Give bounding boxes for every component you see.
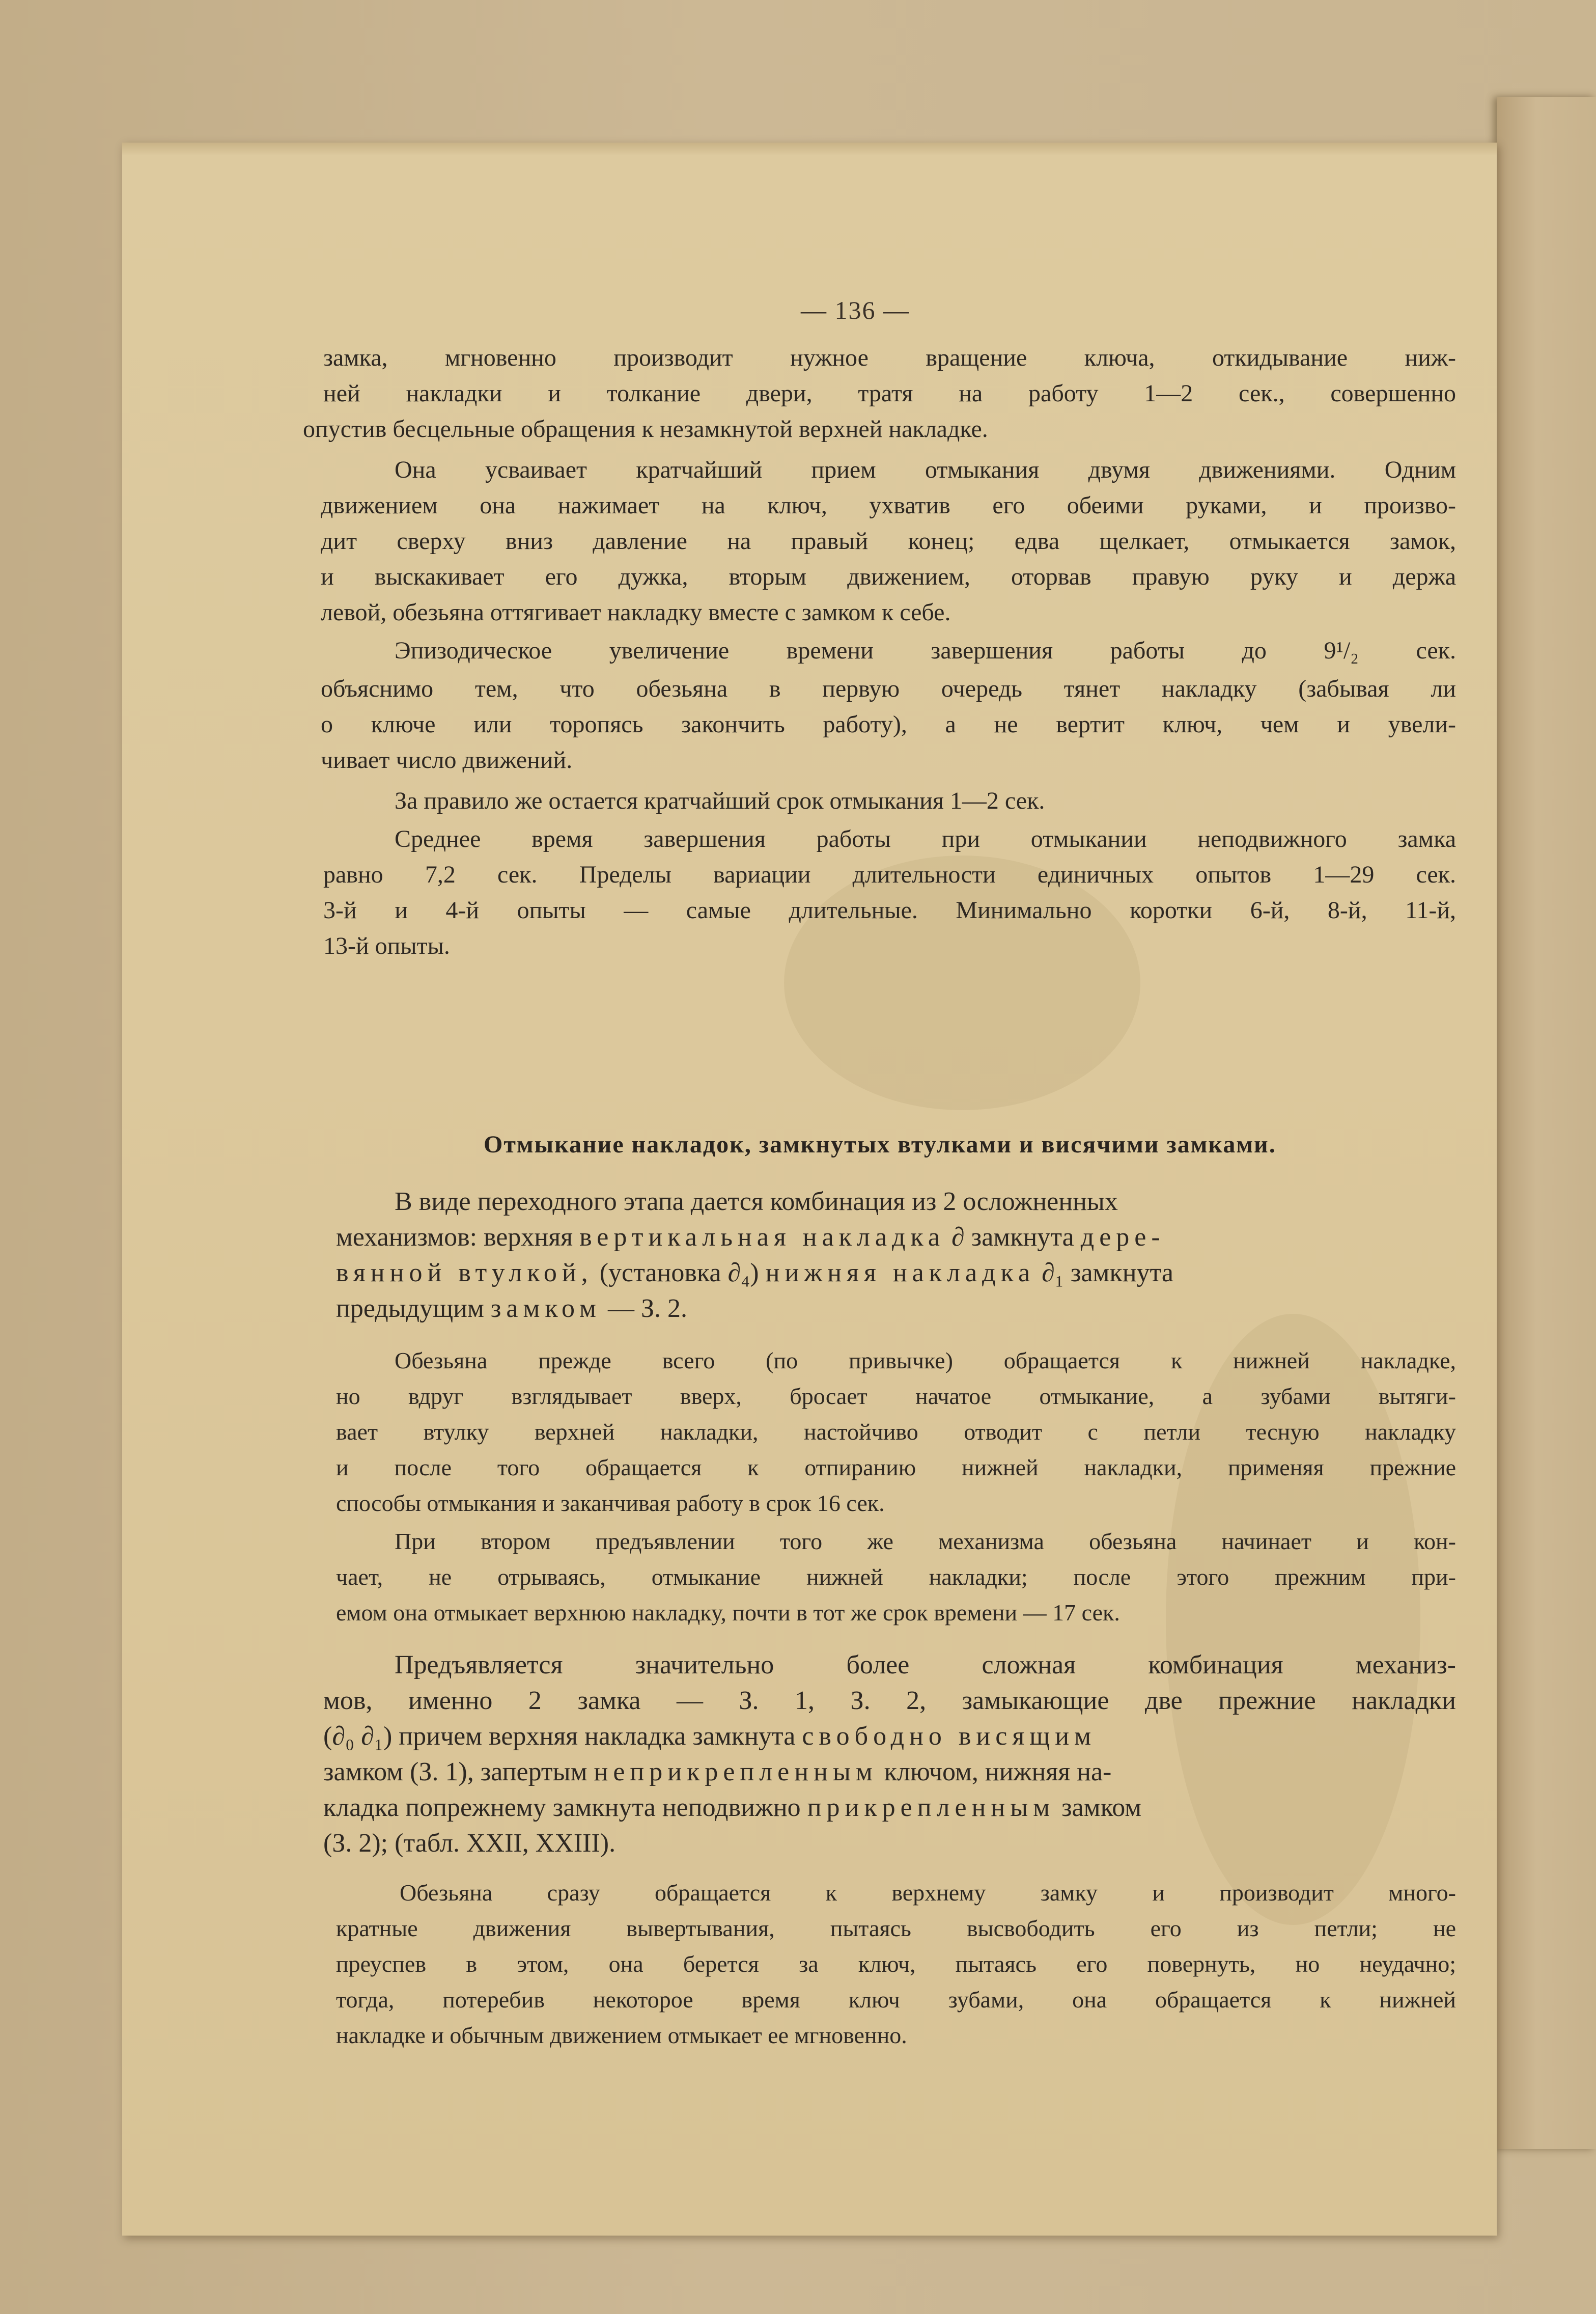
- section-heading: Отмыкание накладок, замкнутых втулками и висячими замками.: [484, 1131, 1276, 1158]
- text-line: и после того обращается к отпиранию нижней накладки, применяя прежние: [336, 1454, 1456, 1480]
- text-line: равно 7,2 сек. Пределы вариации длительности единичных опытов 1—29 сек.: [323, 861, 1456, 888]
- text-line: Предъявляется значительно более сложная комбинация механиз-: [395, 1650, 1456, 1679]
- text-span: (∂₀ ∂₁) причем верхняя накладка замкнута: [323, 1722, 802, 1751]
- emphasis-text: прикрепленным: [807, 1793, 1055, 1822]
- text-line: Обезьяна сразу обращается к верхнему замку и производит много-: [400, 1880, 1456, 1906]
- text-line: [323, 1721, 1096, 1751]
- emphasis-text: вертикальная накладка: [579, 1223, 945, 1252]
- text-line: За правило же остается кратчайший срок отмыкания 1—2 сек.: [395, 787, 1045, 814]
- text-line: 3-й и 4-й опыты — самые длительные. Минимально коротки 6-й, 8-й, 11-й,: [323, 897, 1456, 924]
- text-line: [323, 1793, 1141, 1823]
- emphasis-text: свободно висящим: [802, 1722, 1097, 1751]
- text-line: но вдруг взглядывает вверх, бросает начатое отмыкание, а зубами вытяги-: [336, 1383, 1456, 1409]
- text-line: опустив бесцельные обращения к незамкнутой верхней накладке.: [303, 416, 988, 443]
- text-span: ∂₁ замкнута: [1035, 1258, 1173, 1287]
- text-line: [323, 1757, 1111, 1787]
- text-span: замком (З. 1), запертым: [323, 1757, 594, 1786]
- text-span: замком: [1055, 1793, 1142, 1822]
- text-line: объяснимо тем, что обезьяна в первую очередь тянет накладку (забывая ли: [321, 675, 1456, 702]
- text-line: Она усваивает кратчайший прием отмыкания двумя движениями. Одним: [395, 456, 1456, 483]
- emphasis-text: вянной втулкой,: [336, 1258, 593, 1287]
- text-span: механизмов: верхняя: [336, 1223, 580, 1252]
- text-line: ней накладки и толкание двери, тратя на работу 1—2 сек., совершенно: [323, 380, 1456, 407]
- text-line: чивает число движений.: [321, 747, 573, 774]
- text-line: дит сверху вниз давление на правый конец; едва щелкает, отмыкается замок,: [321, 528, 1456, 555]
- text-line: [336, 1293, 687, 1324]
- text-line: накладке и обычным движением отмыкает ее мгновенно.: [336, 2022, 907, 2048]
- text-line: способы отмыкания и заканчивая работу в срок 16 сек.: [336, 1490, 885, 1516]
- text-line: тогда, потеребив некоторое время ключ зубами, она обращается к нижней: [336, 1987, 1456, 2013]
- text-line: [336, 1258, 1173, 1288]
- text-line: замка, мгновенно производит нужное вращение ключа, откидывание ниж-: [323, 344, 1456, 371]
- text-line: чает, не отрываясь, отмыкание нижней накладки; после этого прежним при-: [336, 1564, 1456, 1590]
- emphasis-text: дере-: [1080, 1223, 1165, 1252]
- adjacent-page-edge: [1497, 97, 1596, 2149]
- text-line: Эпизодическое увеличение времени завершения работы до 9¹/₂ сек.: [395, 637, 1456, 664]
- text-line: (З. 2); (табл. XXII, XXIII).: [323, 1829, 616, 1858]
- text-span: кладка попрежнему замкнута неподвижно: [323, 1793, 807, 1822]
- text-line: левой, обезьяна оттягивает накладку вместе с замком к себе.: [321, 599, 951, 626]
- text-line: кратные движения вывертывания, пытаясь высвободить его из петли; не: [336, 1915, 1456, 1941]
- text-line: Обезьяна прежде всего (по привычке) обращается к нижней накладке,: [395, 1347, 1456, 1373]
- text-line: движением она нажимает на ключ, ухватив его обеими руками, и произво-: [321, 492, 1456, 519]
- paper-stain: [784, 856, 1140, 1110]
- emphasis-text: замком: [490, 1294, 601, 1323]
- text-line: и выскакивает его дужка, вторым движением, оторвав правую руку и держа: [321, 563, 1456, 590]
- text-line: Среднее время завершения работы при отмыкании неподвижного замка: [395, 825, 1456, 852]
- emphasis-text: нижняя накладка: [765, 1258, 1035, 1287]
- text-line: о ключе или торопясь закончить работу), а не вертит ключ, чем и увели-: [321, 711, 1456, 738]
- text-line: [336, 1222, 1165, 1252]
- text-line: преуспев в этом, она берется за ключ, пытаясь его повернуть, но неудачно;: [336, 1951, 1456, 1977]
- document-page: [122, 143, 1497, 2236]
- text-line: 13-й опыты.: [323, 932, 450, 959]
- text-line: емом она отмыкает верхнюю накладку, почти в тот же срок времени — 17 сек.: [336, 1600, 1120, 1626]
- emphasis-text: неприкрепленным: [594, 1757, 878, 1786]
- text-line: вает втулку верхней накладки, настойчиво отводит с петли тесную накладку: [336, 1419, 1456, 1445]
- text-line: При втором предъявлении того же механизма обезьяна начинает и кон-: [395, 1528, 1456, 1554]
- text-span: ключом, нижняя на-: [877, 1757, 1112, 1786]
- text-line: мов, именно 2 замка — З. 1, З. 2, замыкающие две прежние накладки: [323, 1686, 1456, 1715]
- text-span: — З. 2.: [601, 1294, 687, 1323]
- text-span: предыдущим: [336, 1294, 491, 1323]
- text-line: В виде переходного этапа дается комбинация из 2 осложненных: [395, 1187, 1118, 1216]
- text-span: ∂ замкнута: [944, 1223, 1081, 1252]
- page-number: — 136 —: [801, 296, 910, 324]
- text-span: (установка ∂₄): [593, 1258, 766, 1287]
